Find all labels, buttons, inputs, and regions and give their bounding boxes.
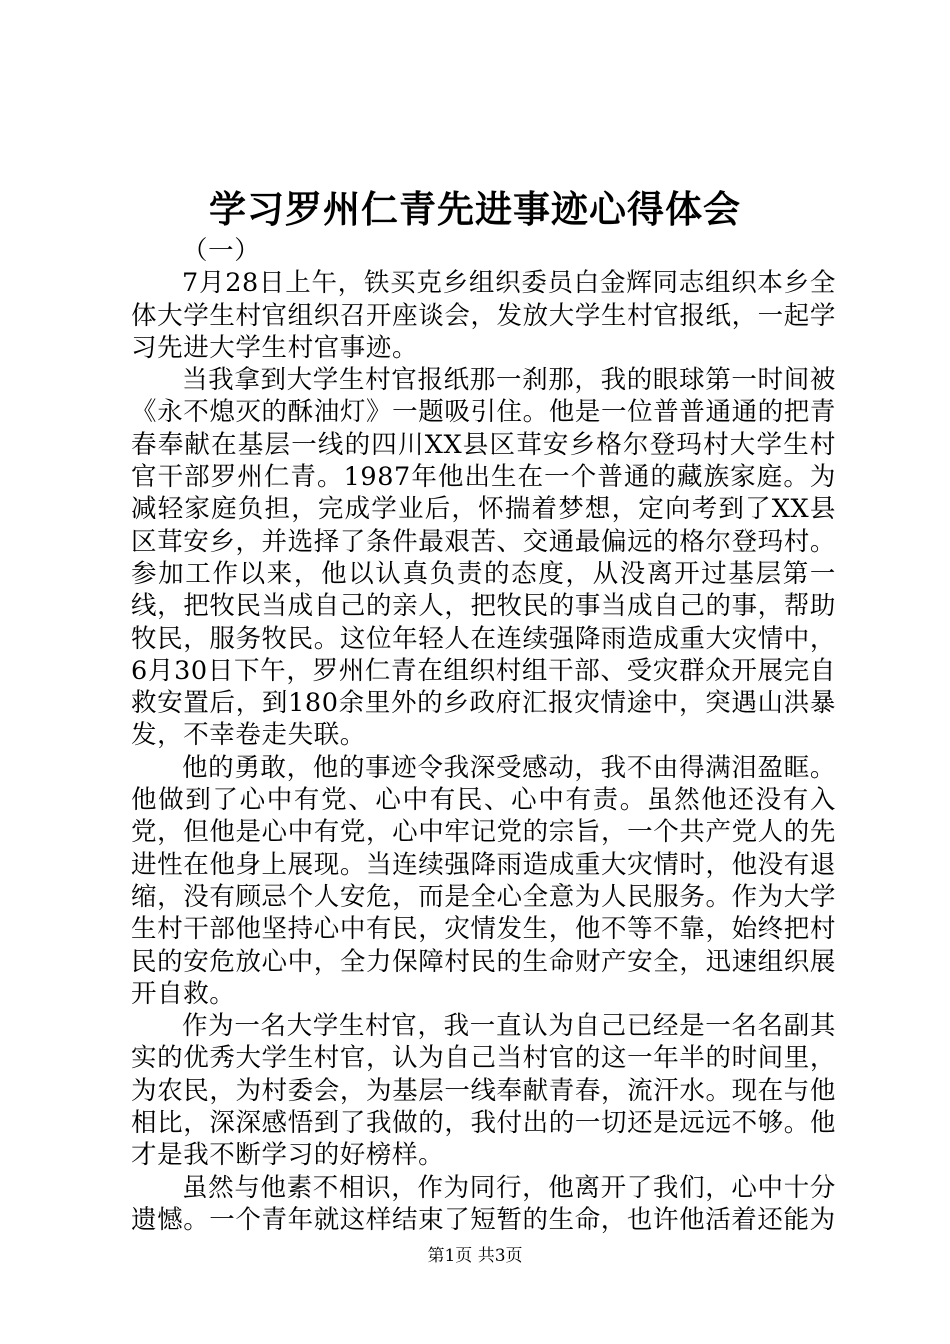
paragraph-2: 当我拿到大学生村官报纸那一刹那，我的眼球第一时间被《永不熄灭的酥油灯》一题吸引住。他是一位普普通通的把青春奉献在基层一线的四川XX县区茸安乡格尔登玛村大学生村官干部罗州仁青。1987年他出生在一个普通的藏族家庭。为减轻家庭负担，完成学业后，怀揣着梦想，定向考到了XX县区茸安乡，并选择了条件最艰苦、交通最偏远的格尔登玛村。参加工作以来，他以认真负责的态度，从没离开过基层第一线，把牧民当成自己的亲人，把牧民的事当成自己的事，帮助牧民，服务牧民。这位年轻人在连续强降雨造成重大灾情中，6月30日下午，罗州仁青在组织村组干部、受灾群众开展完自救安置后，到180余里外的乡政府汇报灾情途中，突遇山洪暴发，不幸卷走失联。 (131, 365, 836, 751)
paragraph-4: 作为一名大学生村官，我一直认为自己已经是一名名副其实的优秀大学生村官，认为自己当村官的这一年半的时间里，为农民，为村委会，为基层一线奉献青春，流汗水。现在与他相比，深深感悟到了我做的，我付出的一切还是远远不够。他才是我不断学习的好榜样。 (131, 1011, 836, 1171)
document-title: 学习罗州仁青先进事迹心得体会 (209, 188, 741, 231)
paragraph-5: 虽然与他素不相识，作为同行，他离开了我们，心中十分遗憾。一个青年就这样结束了短暂的生命，也许他活着还能为 (131, 1172, 836, 1235)
document-body (131, 235, 836, 1236)
section-label: （一） (182, 236, 261, 266)
paragraph-3: 他的勇敢，他的事迹令我深受感动，我不由得满泪盈眶。他做到了心中有党、心中有民、心中有责。虽然他还没有入党，但他是心中有党，心中牢记党的宗旨，一个共产党人的先进性在他身上展现。当连续强降雨造成重大灾情时，他没有退缩，没有顾忌个人安危，而是全心全意为人民服务。作为大学生村干部他坚持心中有民，灾情发生，他不等不靠，始终把村民的安危放心中，全力保障村民的生命财产安全，迅速组织展开自救。 (131, 752, 836, 1009)
paragraph-1: 7月28日上午，铁买克乡组织委员白金辉同志组织本乡全体大学生村官组织召开座谈会，发放大学生村官报纸，一起学习先进大学生村官事迹。 (131, 268, 836, 363)
page-footer: 第1页 共3页 (427, 1246, 523, 1266)
